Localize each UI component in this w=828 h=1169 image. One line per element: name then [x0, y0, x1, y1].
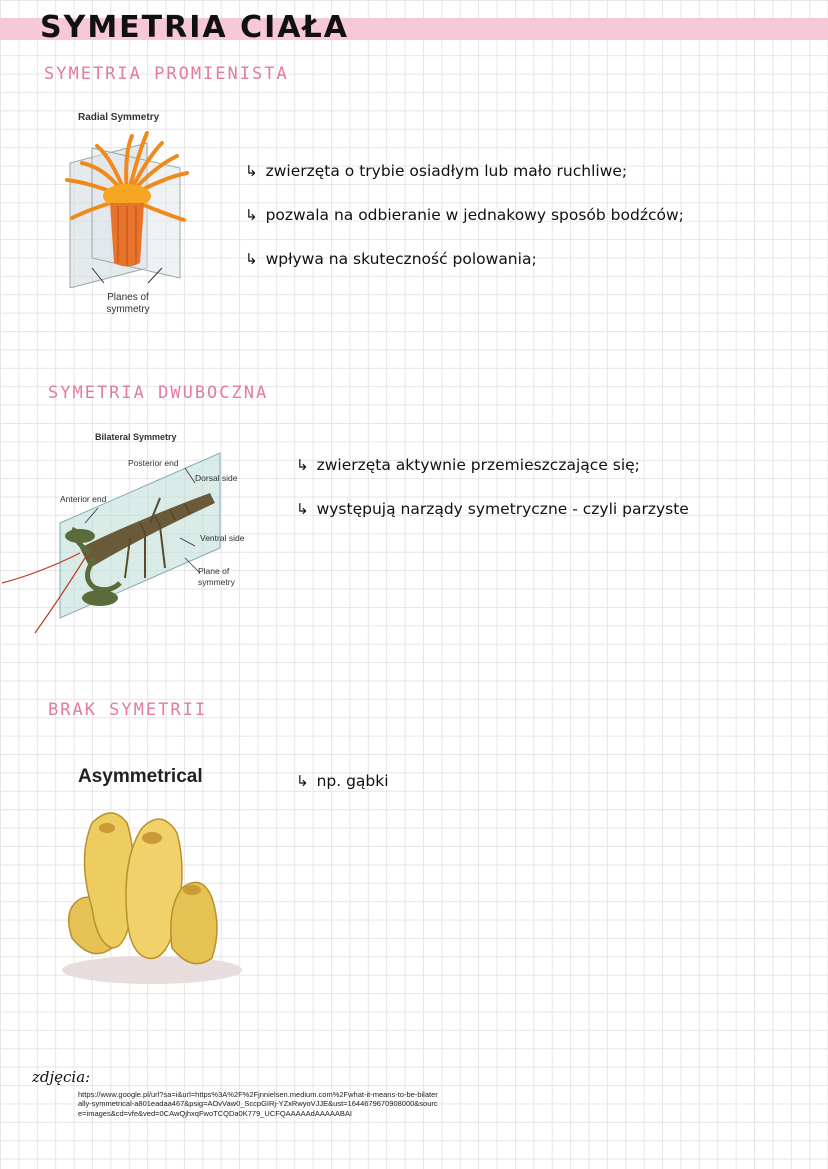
plane-of-symmetry-label: Plane of symmetry — [198, 566, 235, 587]
radial-figure-label: Planes of symmetry — [106, 292, 150, 315]
arrow-return-icon: ↳ — [245, 206, 258, 224]
asymmetry-figure-caption: Asymmetrical — [78, 766, 203, 787]
sea-anemone-illustration — [52, 128, 202, 288]
arrow-return-icon: ↳ — [296, 456, 309, 474]
anterior-end-label: Anterior end — [60, 494, 107, 504]
dorsal-side-label: Dorsal side — [195, 473, 238, 483]
radial-symmetry-figure — [52, 108, 202, 323]
list-item: ↳ pozwala na odbieranie w jednakowy sposób bodźców; — [245, 206, 684, 224]
section-heading-radial: SYMETRIA PROMIENISTA — [44, 64, 289, 84]
section-heading-asymmetry: BRAK SYMETRII — [48, 700, 208, 720]
list-item: ↳ występują narządy symetryczne - czyli parzyste — [296, 500, 689, 518]
arrow-return-icon: ↳ — [245, 162, 258, 180]
list-item: ↳ zwierzęta o trybie osiadłym lub mało ruchliwe; — [245, 162, 628, 180]
credits-url[interactable]: https://www.google.pl/url?sa=i&url=https%3A%2F%2Fjnnielsen.medium.com%2Fwhat-it-means-to-be-bilaterally-symmetrical-a801eadaa467&psig=AOvVaw0_SccpGIRj-YZxRwyoVJJE&ust=1644679670908000&source=images&cd=vfe&ved=0CAwQjhxqFwoTCQDa0K779_UCFQAAAAAdAAAAABAI — [78, 1090, 438, 1118]
list-item: ↳ np. gąbki — [296, 772, 389, 790]
posterior-end-label: Posterior end — [128, 458, 179, 468]
arrow-return-icon: ↳ — [296, 772, 309, 790]
asymmetry-figure — [52, 762, 242, 992]
page-title: SYMETRIA CIAŁA — [40, 10, 349, 45]
list-item: ↳ zwierzęta aktywnie przemieszczające się; — [296, 456, 640, 474]
arrow-return-icon: ↳ — [296, 500, 309, 518]
sponge-illustration — [52, 798, 242, 988]
list-item: ↳ wpływa na skuteczność polowania; — [245, 250, 537, 268]
credits-label: zdjęcia: — [32, 1068, 91, 1086]
bilateral-symmetry-figure — [0, 428, 270, 638]
bilateral-figure-caption: Bilateral Symmetry — [95, 432, 177, 442]
arrow-return-icon: ↳ — [245, 250, 258, 268]
ventral-side-label: Ventral side — [200, 533, 245, 543]
radial-figure-caption: Radial Symmetry — [78, 112, 160, 123]
section-heading-bilateral: SYMETRIA DWUBOCZNA — [48, 383, 269, 403]
